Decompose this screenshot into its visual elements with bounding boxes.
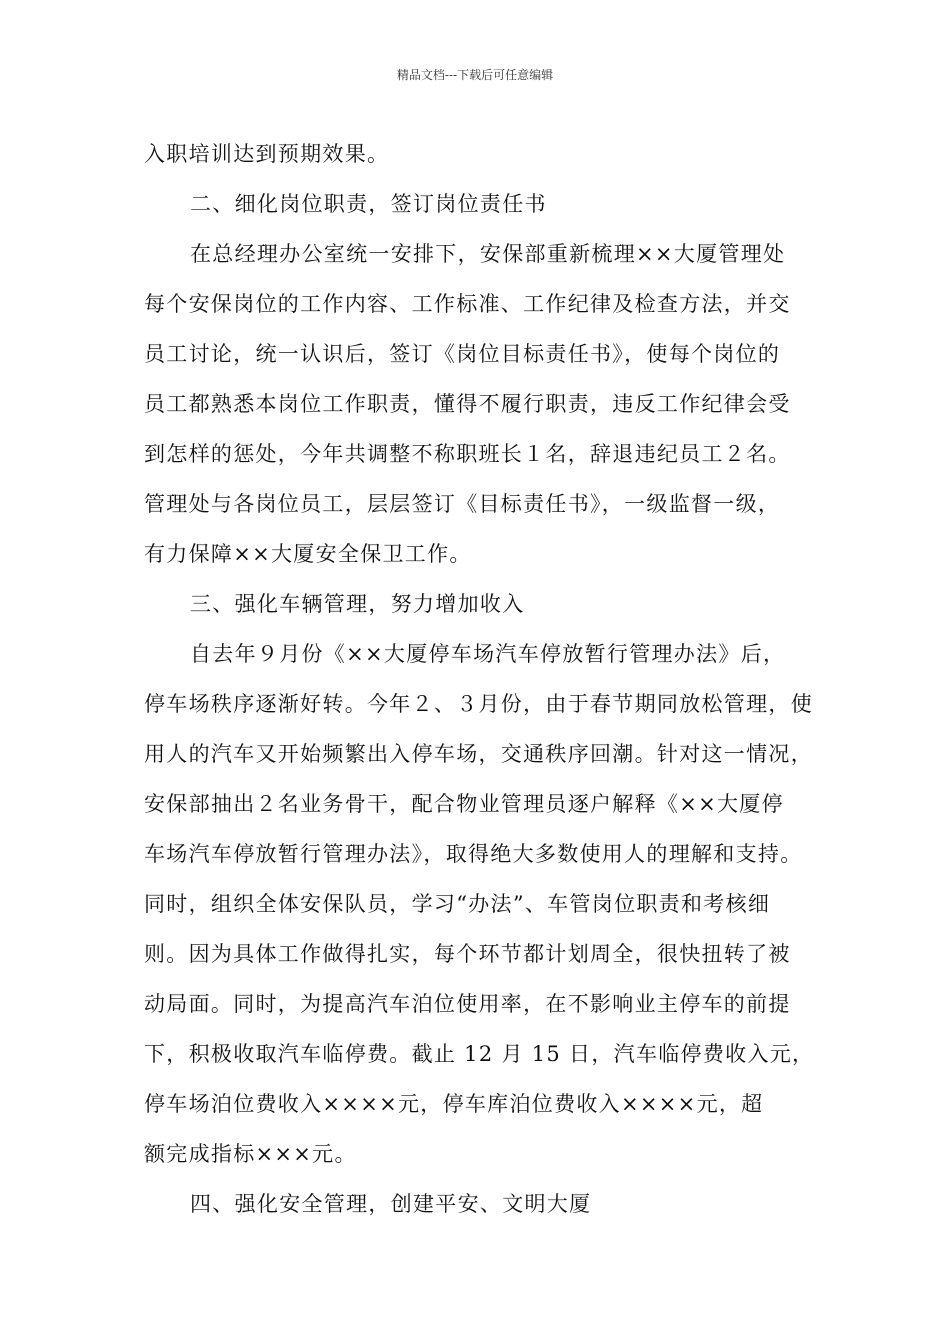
paragraph-line: 停车场秩序逐渐好转。今年２、３月份，由于春节期同放松管理，使 [144, 692, 813, 716]
paragraph-line: 同时，组织全体安保队员，学习“办法”、车管岗位职责和考核细 [144, 892, 771, 916]
section-heading-2: 二、细化岗位职责，签订岗位责任书 [190, 192, 547, 216]
paragraph-line: 到怎样的惩处，今年共调整不称职班长１名，辞退违纪员工２名。 [144, 442, 791, 466]
paragraph-line: 员工讨论，统一认识后，签订《岗位目标责任书》，使每个岗位的 [144, 342, 781, 366]
paragraph-line: 额完成指标×××元。 [144, 1142, 357, 1166]
paragraph-line: 用人的汽车又开始频繁出入停车场，交通秩序回潮。针对这一情况， [144, 742, 813, 766]
paragraph-line: 下，积极收取汽车临停费。截止 12 月 15 日，汽车临停费收入元， [144, 1042, 815, 1066]
paragraph-line: 则。因为具体工作做得扎实，每个环节都计划周全，很快扭转了被 [144, 942, 791, 966]
paragraph-line: 安保部抽出２名业务骨干，配合物业管理员逐户解释《××大厦停 [144, 792, 784, 816]
paragraph-line: 管理处与各岗位员工，层层签订《目标责任书》，一级监督一级， [144, 492, 781, 516]
paragraph-line: 车场汽车停放暂行管理办法》，取得绝大多数使用人的理解和支持。 [144, 842, 803, 866]
section-heading-4: 四、强化安全管理，创建平安、文明大厦 [190, 1192, 592, 1216]
paragraph-line: 员工都熟悉本岗位工作职责，懂得不履行职责，违反工作纪律会受 [144, 392, 791, 416]
paragraph-line: 有力保障××大厦安全保卫工作。 [144, 542, 472, 566]
section-heading-3: 三、强化车辆管理，努力增加收入 [190, 592, 525, 616]
page-header: 精品文档---下载后可任意编辑 [396, 68, 554, 82]
paragraph-line: 停车场泊位费收入××××元，停车库泊位费收入××××元，超 [144, 1092, 764, 1116]
body-line: 入职培训达到预期效果。 [144, 142, 390, 166]
paragraph-line: 动局面。同时，为提高汽车泊位使用率，在不影响业主停车的前提 [144, 992, 791, 1016]
paragraph-line: 每个安保岗位的工作内容、工作标准、工作纪律及检查方法，并交 [144, 292, 791, 316]
paragraph-line: 在总经理办公室统一安排下，安保部重新梳理××大厦管理处 [190, 242, 786, 266]
paragraph-line: 自去年９月份《××大厦停车场汽车停放暂行管理办法》后， [190, 642, 786, 666]
